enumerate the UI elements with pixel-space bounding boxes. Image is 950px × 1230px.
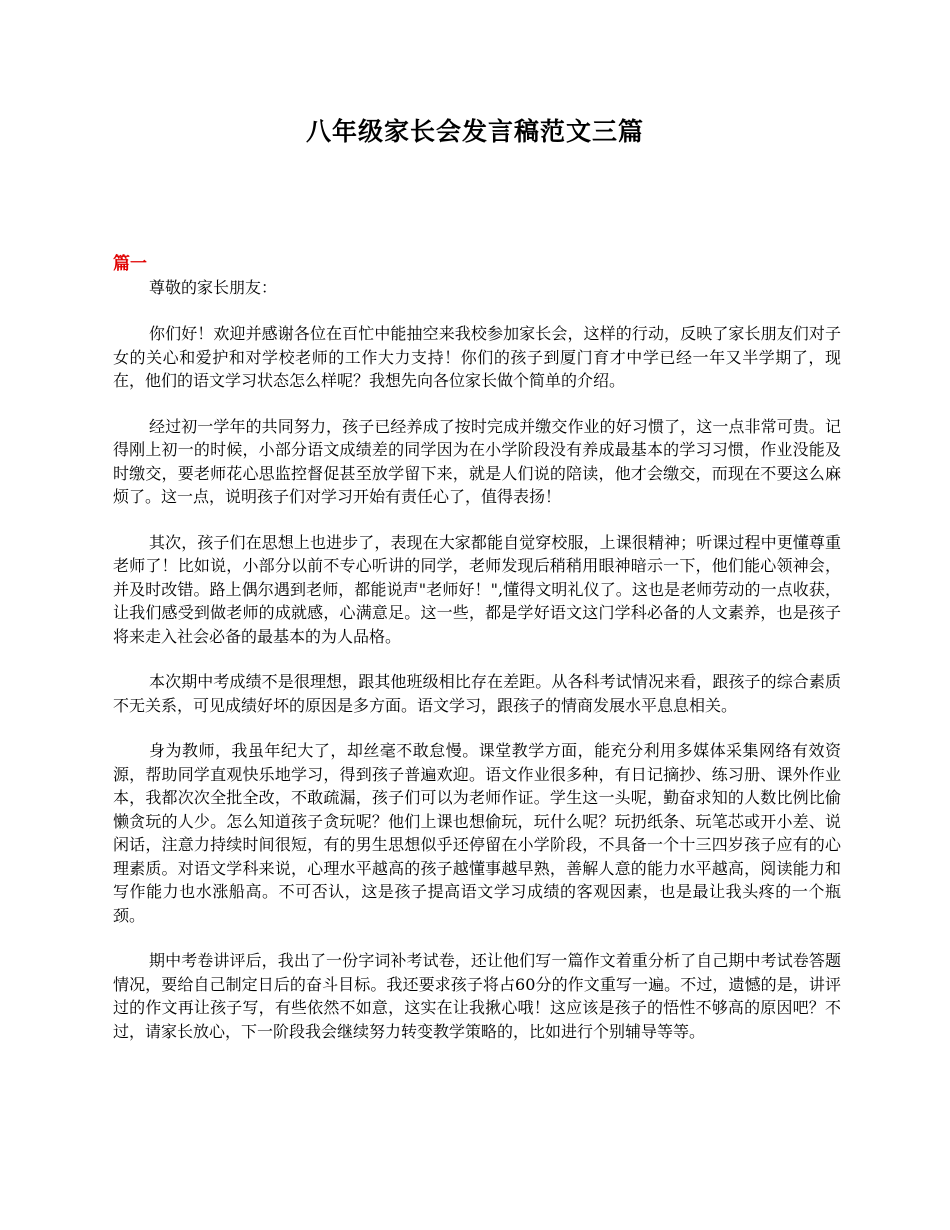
paragraph-1: 你们好！欢迎并感谢各位在百忙中能抽空来我校参加家长会，这样的行动，反映了家长朋友们对子女的关心和爱护和对学校老师的工作大力支持！你们的孩子到厦门育才中学已经一年又半学期了，现在，他们的语文学习状态怎么样呢？我想先向各位家长做个简单的介绍。 [113, 324, 841, 390]
paragraph-4: 本次期中考成绩不是很理想，跟其他班级相比存在差距。从各科考试情况来看，跟孩子的综合素质不无关系，可见成绩好坏的原因是多方面。语文学习，跟孩子的情商发展水平息息相关。 [113, 672, 841, 715]
paragraph-5: 身为教师，我虽年纪大了，却丝毫不敢怠慢。课堂教学方面，能充分利用多媒体采集网络有效资源，帮助同学直观快乐地学习，得到孩子普遍欢迎。语文作业很多种，有日记摘抄、练习册、课外作业本，我都次次全批全改，不敢疏漏，孩子们可以为老师作证。学生这一头呢，勤奋求知的人数比例比偷懒贪玩的人少。怎么知道孩子贪玩呢？他们上课也想偷玩，玩什么呢？玩扔纸条、玩笔芯或开小差、说闲话，注意力持续时间很短，有的男生思想似乎还停留在小学阶段，不具备一个十三四岁孩子应有的心理素质。对语文学科来说，心理水平越高的孩子越懂事越早熟，善解人意的能力水平越高，阅读能力和写作能力也水涨船高。不可否认，这是孩子提高语文学习成绩的客观因素，也是最让我头疼的一个瓶颈。 [113, 741, 841, 925]
page-title: 八年级家长会发言稿范文三篇 [305, 117, 644, 146]
paragraph-6: 期中考卷讲评后，我出了一份字词补考试卷，还让他们写一篇作文着重分析了自己期中考试卷答题情况，要给自己制定日后的奋斗目标。我还要求孩子将占60分的作文重写一遍。不过，遗憾的是，讲评过的作文再让孩子写，有些依然不如意，这实在让我揪心哦！这应该是孩子的悟性不够高的原因吧？不过，请家长放心，下一阶段我会继续努力转变教学策略的，比如进行个别辅导等等。 [113, 951, 841, 1041]
paragraph-3: 其次，孩子们在思想上也进步了，表现在大家都能自觉穿校服，上课很精神；听课过程中更懂尊重老师了！比如说，小部分以前不专心听讲的同学，老师发现后稍稍用眼神暗示一下，他们能心领神会，并及时改错。路上偶尔遇到老师，都能说声"老师好！",懂得文明礼仪了。这也是老师劳动的一点收获，让我们感受到做老师的成就感，心满意足。这一些，都是学好语文这门学科必备的人文素养，也是孩子将来走入社会必备的最基本的为人品格。 [113, 532, 841, 646]
section-heading: 篇一 [113, 254, 147, 274]
document-body [113, 252, 841, 1065]
salutation: 尊敬的家长朋友： [149, 278, 278, 297]
paragraph-2: 经过初一学年的共同努力，孩子已经养成了按时完成并缴交作业的好习惯了，这一点非常可贵。记得刚上初一的时候，小部分语文成绩差的同学因为在小学阶段没有养成最基本的学习习惯，作业没能及时缴交，要老师花心思监控督促甚至放学留下来，就是人们说的陪读，他才会缴交，而现在不要这么麻烦了。这一点，说明孩子们对学习开始有责任心了，值得表扬！ [113, 416, 841, 506]
